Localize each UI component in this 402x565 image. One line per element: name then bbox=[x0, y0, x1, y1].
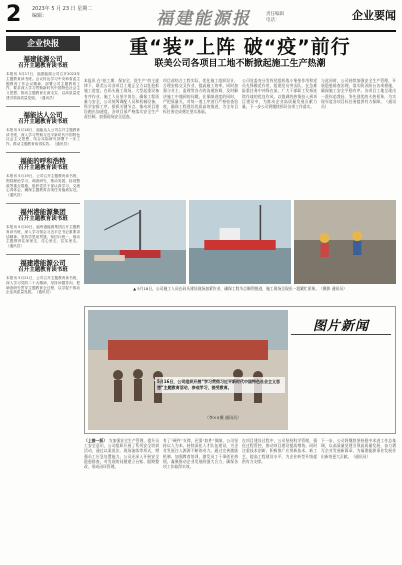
brief-subheading: 召开主题教育读书班 bbox=[18, 266, 68, 273]
brief-item bbox=[6, 208, 80, 249]
divider bbox=[6, 152, 80, 153]
brief-body: 本报讯 5月21日，公司召开主题教育读书班，深入学习党的二十大精神，坚持问题导向，把调查研究贯穿主题教育全过程，以学促干推动企业高质量发展。（通讯员） bbox=[6, 275, 80, 295]
article-column: 与此同时，公司持续加强安全生产管理，开展隐患排查治理，落实防汛防台各项措施，确保施工安全平稳有序。各项目工地呈现出一派你追我赶、争先创优的火热景象，为实现年度各项目标任务提供有力保障。（通讯员） bbox=[321, 78, 396, 110]
article-column: 项目部结合工程实际，优化施工组织设计，合理安排交叉作业，提高施工效率。同时加强与业主、监理等各方的沟通协调，及时解决施工中遇到的问题。在保障进度的同时，严把质量关，对每一道工序进行严格检查验收，确保工程建设优质高效推进，为全年目标任务完成奠定坚实基础。 bbox=[163, 78, 238, 115]
article-column: 本报讯 在“抢工期、保安全、促生产”的主旋律下，联美公司各项目工地正全力以赴抢抓施工进度。在码头施工现场，大型起重设备有序作业，施工人员坚守岗位，确保工程质量与安全。公司统筹调配人员和机械设备，科学安排工序，狠抓关键节点，推动项目建设跑出加速度。各项目部严格落实安全生产责任制，加强现场安全巡查。 bbox=[84, 78, 159, 120]
brief-subheading: 召开主题教育读书班 bbox=[18, 164, 68, 171]
section-title: 企业要闻 bbox=[352, 9, 396, 22]
header-rule bbox=[6, 30, 396, 32]
main-headline-block bbox=[84, 36, 396, 76]
photo-workers bbox=[294, 200, 396, 284]
article-column bbox=[84, 438, 159, 560]
picture-news-credit: （李××摄 通讯员） bbox=[205, 415, 241, 420]
brief-body: 本报讯 5月17日，福建能源公司召开2023年主题教育读书班。会议传达学习中央和省委主题教育工作会议精神，部署公司主题教育工作，要求深入学习贯彻新时代中国特色社会主义思想，推动主题教育走深走实，以高质量党建引领高质量发展。（通讯员） bbox=[6, 72, 80, 100]
left-column bbox=[6, 36, 80, 558]
page-number: 2 bbox=[6, 2, 22, 27]
column-tag: 企业快报 bbox=[6, 36, 80, 51]
brief-item bbox=[6, 157, 80, 198]
divider bbox=[6, 106, 80, 107]
picture-news-label: 图片新闻 bbox=[291, 315, 391, 335]
photo-vessel bbox=[189, 200, 291, 284]
header-meta: 责任编辑 电话： bbox=[266, 12, 284, 23]
article-column: 下一步，公司将继续坚持稳中求进工作总基调，以高质量党建引领高质量发展，奋力谱写企业发展新篇章，为福建能源事业发展作出新的更大贡献。（通讯员） bbox=[321, 438, 396, 459]
article-column: 公司党委充分发挥党组织战斗堡垒作用和党员先锋模范作用，组建党员突击队，在急难险重任务中冲锋在前。广大干部职工发扬连续作战的优良作风，以饱满的热情投入到项目建设中，为推动企业高质量发展贡献力量。下一步公司将继续抓好各项工作落实。 bbox=[242, 78, 317, 110]
continuation-lead: （上接一版） bbox=[84, 438, 108, 443]
photo-caption: ▲ 5月18日，公司施工人员在码头建设现场加紧作业，确保工程节点顺利推进，施工现场呈现出一派繁忙景象。（摄影 通讯员） bbox=[133, 286, 347, 291]
divider bbox=[6, 203, 80, 204]
page-header bbox=[6, 4, 396, 30]
bottom-article bbox=[84, 438, 396, 560]
brief-body: 本报讯 5月19日，公司召开主题教育读书班，围绕理论学习、调查研究、推动发展、检视整改等重点措施，组织党员干部认真学习，交流心得体会，确保主题教育各项任务落到实处。（通讯员） bbox=[6, 173, 80, 198]
brief-body: 本报讯 5月18日，福能达人公司召开主题教育读书班，深入学习贯彻习近平新时代中国特色社会主义思想，结合实际研究部署下一步工作，推动主题教育取得实效。（通讯员） bbox=[6, 127, 80, 147]
brief-item bbox=[6, 55, 80, 101]
picture-news-block bbox=[84, 306, 396, 434]
picture-news-photo bbox=[88, 310, 288, 430]
subheadline: 联美公司各项目工地不断掀起施工生产热潮 bbox=[154, 59, 326, 69]
brief-subheading: 召开主题教育读书班 bbox=[18, 215, 68, 222]
brief-body: 本报讯 5月20日，福州港能源集团召开主题教育读书班，深入学习领会习近平总书记重要讲话精神，坚持学思用贯通、知信行统一，推动主题教育往深里走、往心里走、往实里走。（通讯员） bbox=[6, 224, 80, 249]
article-column: 有了“硬件”支撑，还需“软件”保障。公司坚持以人为本，持续深化人才队伍建设，为企业发展注入源源不断的动力。通过完善激励机制、加强教育培训，激发员工干事创业热情，凝聚推动企业发展的强大合力，确保各项工作取得实效。 bbox=[163, 438, 238, 470]
divider bbox=[6, 254, 80, 255]
photo-row bbox=[84, 200, 396, 284]
brief-heading: 福州港能源集团 bbox=[20, 207, 66, 216]
picture-news-caption: 5月16日，公司组织开展“学习贯彻习近平新时代中国特色社会主义思想”主题教育活动，参观学习，接受教育。 bbox=[155, 377, 285, 393]
brief-subheading: 召开主题教育读书班 bbox=[18, 118, 68, 125]
brief-heading: 福能的呼和浩特 bbox=[20, 156, 66, 165]
article-text: 为加强安全生产管理，提升员工安全意识，公司组织开展了系列安全培训活动，通过以案说法、现场演练等形式，增强员工应急处置能力。公司还深入开展安全隐患排查，对发现的问题建立台账、限期整改，形成闭环管理。 bbox=[84, 438, 159, 470]
page-date: 2023年 5 月 23 日 星期二 编辑： bbox=[32, 6, 93, 19]
brief-heading: 福能达人公司 bbox=[23, 110, 63, 119]
brief-heading: 福建能源公司 bbox=[23, 55, 63, 63]
article-column: 在项目建设过程中，公司坚持科学管理，强化过程管控，推动项目建设提质增效。同时注重技术创新，积极推广应用新技术、新工艺，提高工程建设水平，为企业转型升级提供有力支撑。 bbox=[242, 438, 317, 464]
main-article-body bbox=[84, 78, 396, 200]
masthead: 福建能源报 bbox=[156, 9, 251, 29]
brief-item bbox=[6, 111, 80, 147]
brief-heading: 福建港能源公司 bbox=[20, 258, 66, 267]
brief-subheading: 召开主题教育读书班 bbox=[18, 63, 68, 69]
headline: 重“装”上阵 破“疫”前行 bbox=[129, 36, 351, 58]
photo-crane-site bbox=[84, 200, 186, 284]
brief-item bbox=[6, 259, 80, 295]
